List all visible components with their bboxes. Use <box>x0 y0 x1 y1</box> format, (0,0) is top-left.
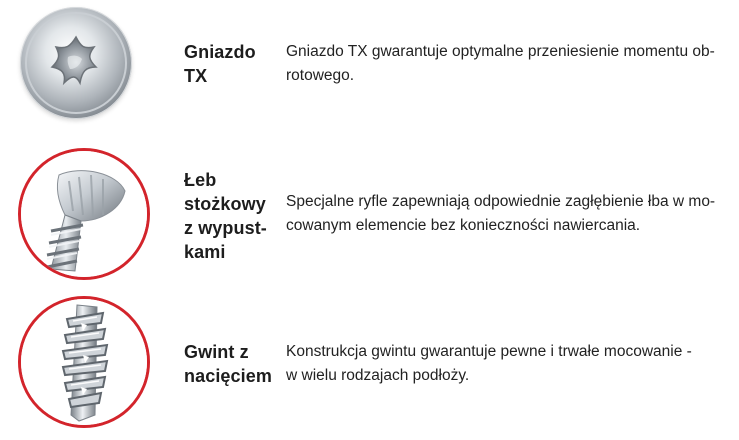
feature-countersunk-head <box>0 140 739 290</box>
feature-description: Konstrukcja gwintu gwarantuje pewne i trwałe mocowanie - w wielu rodzajach podłoży. <box>286 343 692 384</box>
feature-title: Gwint z nacięciem <box>184 342 272 386</box>
feature-description: Specjalne ryfle zapewniają odpowiednie zagłębienie łba w mo- cowanym elemencie bez konieczności nawiercania. <box>286 193 716 234</box>
countersunk-ribbed-head-icon <box>18 148 150 280</box>
feature-tx-socket <box>0 0 739 135</box>
notched-thread-icon <box>18 296 150 428</box>
feature-description: Gniazdo TX gwarantuje optymalne przeniesienie momentu ob- rotowego. <box>286 43 715 84</box>
feature-notched-thread <box>0 290 739 440</box>
feature-title: Łeb stożkowy z wypust- kami <box>184 170 267 262</box>
tx-socket-screw-head-icon <box>20 7 132 119</box>
feature-title: Gniazdo TX <box>184 42 256 86</box>
